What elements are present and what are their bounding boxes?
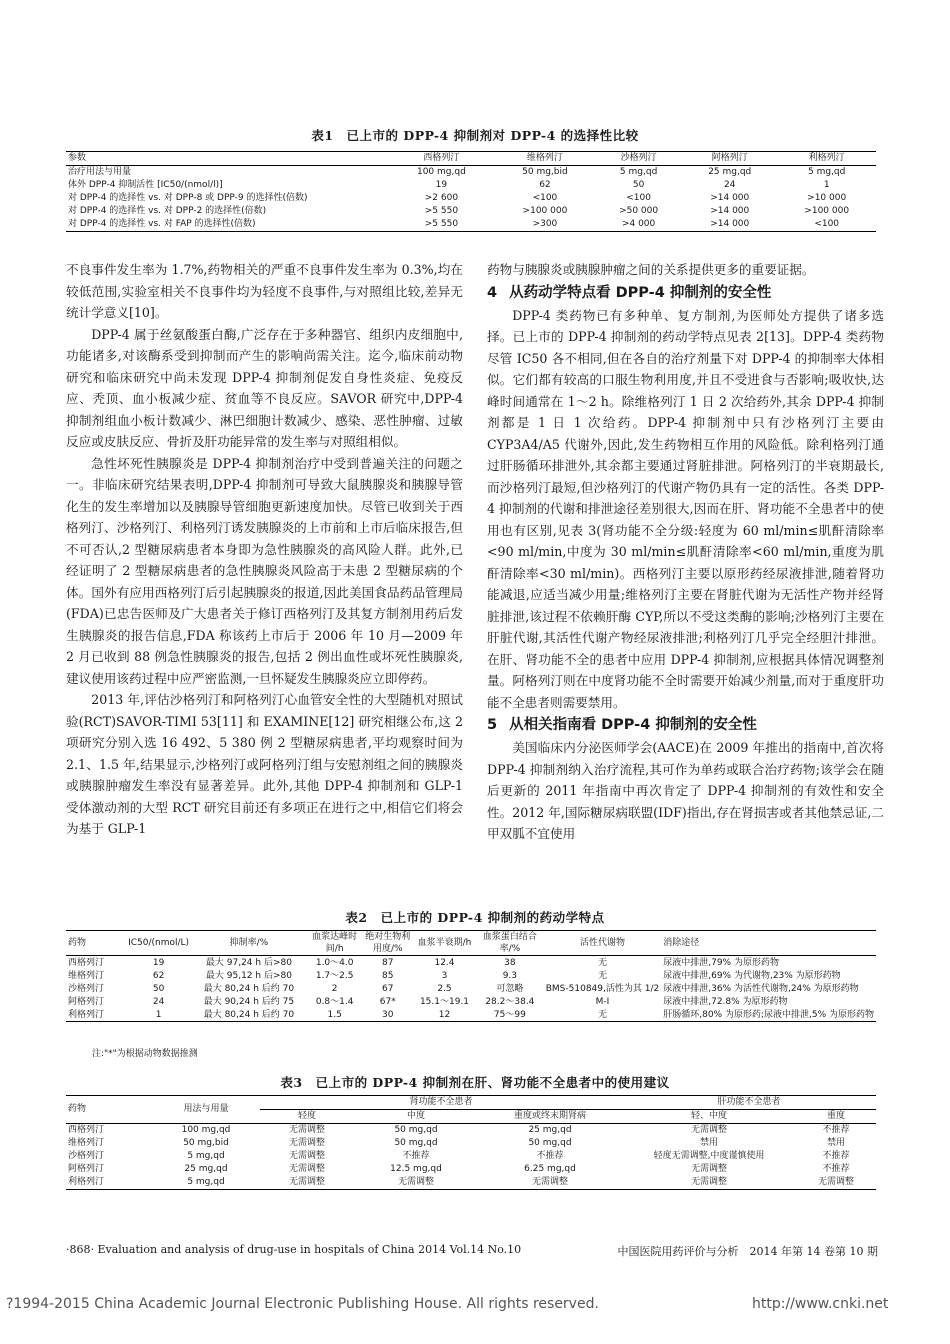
table-cell: 9.3: [502, 970, 518, 981]
table-cell: 尿液中排泄,79% 为原形药物: [663, 957, 779, 968]
table-cell: 无需调整: [531, 1177, 568, 1187]
table-row: [66, 1124, 876, 1138]
table-cell: 15.1～19.1: [419, 996, 470, 1007]
paragraph: 不良事件发生率为 1.7%,药物相关的严重不良事件发生率为 0.3%,均在较低范围,实验室相关不良事件均为轻度不良事件,与对照组比较,差异无统计学意义[10]。: [66, 262, 463, 320]
table-cell: 5 mg,qd: [808, 167, 846, 177]
table2-header: 血浆达峰时间/h: [312, 932, 358, 954]
table-cell: 12: [438, 1009, 451, 1020]
table-cell: 19: [152, 957, 165, 968]
table3-header: 用法与用量: [183, 1104, 229, 1114]
table-cell: 不推荐: [822, 1151, 850, 1161]
table-cell: 25 mg,qd: [184, 1164, 228, 1174]
table-cell: >2 600: [424, 193, 459, 203]
section-heading-5: [487, 713, 884, 737]
table3-header: 肾功能不全患者: [260, 1096, 622, 1110]
table-cell: 50 mg,qd: [394, 1138, 438, 1148]
table-cell: 3: [441, 970, 448, 981]
table-cell: 62: [539, 180, 551, 190]
table3-subheader: 轻度: [297, 1111, 316, 1121]
table-cell: 无需调整: [288, 1151, 325, 1161]
table-cell: 尿液中排泄,36% 为活性代谢物,24% 为原形药物: [663, 983, 859, 994]
table-row: [66, 982, 876, 995]
table-cell: 西格列汀: [68, 957, 105, 968]
table-cell: 25 mg,qd: [708, 167, 752, 177]
table-cell: 1: [823, 180, 830, 190]
table-cell: 28.2～38.4: [485, 996, 535, 1007]
table-cell: 最大 95,12 h 后>80: [205, 970, 292, 981]
copyright-text: ?1994-2015 China Academic Journal Electronic Publishing House. All rights reserved.: [6, 1296, 599, 1312]
table2-header: 抑制率/%: [229, 938, 269, 948]
paragraph: 美国临床内分泌医师学会(AACE)在 2009 年推出的指南中,首次将 DPP-4 抑制剂纳入治疗流程,其可作为单药或联合治疗药物;该学会在随后更新的 2011 年指南中再次肯定了 DPP-4 抑制剂的有效性和安全性。2012 年,国际糖尿病联盟(IDF)指出,存在肾损害或者其他禁忌证,二甲双胍不宜使用: [487, 740, 884, 841]
table3-header: 肝功能不全患者: [622, 1096, 876, 1110]
table-cell: 5 mg,qd: [187, 1177, 225, 1187]
table-row: [66, 179, 876, 192]
table3-subheader: 中度: [406, 1111, 425, 1121]
table3: [66, 1095, 876, 1190]
table-cell: 无需调整: [690, 1164, 727, 1174]
table-cell: 50 mg,qd: [394, 1125, 438, 1135]
table-cell: 沙格列汀: [68, 983, 105, 994]
table2-header: 活性代谢物: [579, 938, 625, 948]
table2-header-row: [66, 931, 876, 956]
table-cell: 肝肠循环,80% 为原形药;尿液中排泄,5% 为原形药物: [663, 1009, 874, 1020]
table-cell: 0.8～1.4: [315, 996, 354, 1007]
table-cell: 无需调整: [288, 1164, 325, 1174]
table2-header: 血浆半衰期/h: [417, 938, 472, 948]
table-cell: 50: [632, 180, 645, 190]
table-cell: 利格列汀: [68, 1009, 105, 1020]
section-number: 5: [487, 717, 498, 733]
table-cell: 维格列汀: [68, 1138, 105, 1148]
table2-header: IC50/(nmol/L): [128, 938, 190, 948]
table2-caption: 表2 已上市的 DPP-4 抑制剂的药动学特点: [345, 910, 605, 925]
table1-header: 沙格列汀: [620, 153, 657, 163]
table-cell: >50 000: [619, 206, 659, 216]
table-cell: 利格列汀: [68, 1177, 105, 1187]
table-cell: 无需调整: [397, 1177, 434, 1187]
table-cell: 无: [597, 970, 607, 981]
table-cell: 西格列汀: [68, 1125, 105, 1135]
table-cell: 5 mg,qd: [619, 167, 658, 177]
table-row: [66, 192, 876, 205]
paragraph: DPP-4 属于丝氨酸蛋白酶,广泛存在于多种器官、组织内皮细胞中,功能诸多,对该酶系受到抑制而产生的影响尚需关注。迄今,临床前动物研究和临床研究中尚未发现 DPP-4 抑制剂促发自身性炎症、免疫反应、秃顶、血小板减少症、贫血等不良反应。SAVOR 研究中,DPP-4 抑制剂组血小板计数减少、淋巴细胞计数减少、感染、恶性肿瘤、过敏反应或皮肤反应、骨折及肝功能异常的发生率与对照组相似。: [66, 326, 463, 449]
table-cell: 阿格列汀: [68, 1164, 105, 1174]
table-cell: 不推荐: [822, 1164, 850, 1174]
paragraph: 2013 年,评估沙格列汀和阿格列汀心血管安全性的大型随机对照试验(RCT)SAVOR-TIMI 53[11] 和 EXAMINE[12] 研究相继公布,这 2 项研究分别入选 16 492、5 380 例 2 型糖尿病患者,平均观察时间为 2.1、1.5 年,结果显示,沙格列汀或阿格列汀组与安慰剂组之间的胰腺炎或胰腺肿瘤发生率没有显著差异。此外,其他 DPP-4 抑制剂和 GLP-1 受体激动剂的大型 RCT 研究目前还有多项正在进行之中,相信它们将会为基于 GLP-1: [66, 692, 463, 836]
table-cell: 无: [597, 957, 607, 968]
table-cell: 对 DPP-4 的选择性 vs. 对 FAP 的选择性(倍数): [68, 219, 256, 229]
table1-caption: 表1 已上市的 DPP-4 抑制剂对 DPP-4 的选择性比较: [311, 128, 639, 143]
table-cell: 100 mg,qd: [181, 1125, 231, 1135]
table-row: [66, 1176, 876, 1190]
table-cell: 最大 97,24 h 后>80: [205, 957, 292, 968]
table-cell: 无需调整: [817, 1177, 854, 1187]
table-cell: >14 000: [710, 206, 750, 216]
table-cell: 30: [382, 1009, 394, 1020]
table-cell: 87: [382, 957, 394, 968]
table-cell: 25 mg,qd: [528, 1125, 572, 1135]
table-cell: 无: [597, 1009, 607, 1020]
table-cell: 禁用: [699, 1138, 718, 1148]
table-cell: >10 000: [807, 193, 847, 203]
table-row: [66, 1008, 876, 1022]
table3-header: 药物: [68, 1104, 87, 1114]
table-cell: M-I: [595, 996, 610, 1007]
table-cell: >5 550: [424, 219, 459, 229]
table-cell: >100 000: [804, 206, 850, 216]
table1-header: 阿格列汀: [711, 153, 748, 163]
table-cell: 最大 80,24 h 后约 70: [203, 983, 295, 994]
table-row: [66, 205, 876, 218]
table1: [66, 151, 876, 232]
table3-header-row: [66, 1096, 876, 1110]
table-cell: 1.7～2.5: [315, 970, 354, 981]
table-cell: 62: [152, 970, 165, 981]
table-cell: 无需调整: [288, 1125, 325, 1135]
table-cell: 轻度无需调整,中度谨慎使用: [653, 1151, 765, 1161]
table-cell: 67: [382, 983, 394, 994]
table-cell: <100: [814, 219, 840, 229]
right-column: [487, 259, 884, 845]
section-title: 从药动学特点看 DPP-4 抑制剂的安全性: [509, 284, 772, 301]
table-cell: 19: [435, 180, 448, 190]
table-cell: >14 000: [710, 219, 750, 229]
table3-subheader: 重度或终末期肾病: [513, 1111, 586, 1121]
table-cell: 75～99: [493, 1009, 526, 1020]
table2-header: 绝对生物利用度/%: [365, 932, 411, 954]
table-cell: >100 000: [522, 206, 568, 216]
table-cell: 无需调整: [690, 1177, 727, 1187]
table-cell: 5 mg,qd: [187, 1151, 225, 1161]
table-cell: 不推荐: [822, 1125, 850, 1135]
table-cell: 85: [382, 970, 394, 981]
table-cell: >14 000: [710, 193, 750, 203]
table-cell: 50 mg,qd: [528, 1138, 572, 1148]
table-cell: 1.5: [327, 1009, 342, 1020]
left-column: [66, 259, 463, 840]
table3-caption: 表3 已上市的 DPP-4 抑制剂在肝、肾功能不全患者中的使用建议: [280, 1075, 670, 1090]
table-row: [66, 956, 876, 970]
table-row: [66, 1163, 876, 1176]
page-footer-left: ·868· Evaluation and analysis of drug-use in hospitals of China 2014 Vol.14 No.10: [66, 1243, 522, 1256]
table-cell: 不推荐: [402, 1151, 430, 1161]
paragraph: 急性坏死性胰腺炎是 DPP-4 抑制剂治疗中受到普遍关注的问题之一。非临床研究结果表明,DPP-4 抑制剂可导致大鼠胰腺炎和胰腺导管化生的发生率增加以及胰腺导管细胞更新速度加快。尽管已收到关于西格列汀、沙格列汀、利格列汀诱发胰腺炎的上市前和上市后临床报告,但不可否认,2 型糖尿病患者本身即为急性胰腺炎的高风险人群。此外,已经证明了 2 型糖尿病患者的急性胰腺炎风险高于未患 2 型糖尿病的个体。国外有应用西格列汀后引起胰腺炎的报道,因此美国食品药品管理局(FDA)已忠告医师及广大患者关于修订西格列汀及其复方制剂用药后发生胰腺炎的报告信息,FDA 称该药上市后于 2006 年 10 月—2009 年 2 月已收到 88 例急性胰腺炎的报告,包括 2 例出血性或坏死性胰腺炎,建议使用该药过程中应严密监测,一旦怀疑发生胰腺炎应立即停药。: [66, 455, 463, 686]
table-cell: 无需调整: [690, 1125, 727, 1135]
table-cell: 50: [152, 983, 165, 994]
table-cell: 可忽略: [496, 983, 524, 994]
table-row: [66, 1137, 876, 1150]
table-cell: 尿液中排泄,69% 为代谢物,23% 为原形药物: [663, 970, 841, 981]
table-cell: 不推荐: [536, 1151, 564, 1161]
table1-header: 参数: [68, 153, 87, 163]
table-row: [66, 166, 876, 180]
table-cell: 维格列汀: [68, 970, 105, 981]
table1-header: 西格列汀: [423, 153, 460, 163]
table2-header: 药物: [68, 938, 87, 948]
table-cell: 禁用: [826, 1138, 845, 1148]
table-cell: 对 DPP-4 的选择性 vs. 对 DPP-8 或 DPP-9 的选择性(倍数): [68, 193, 308, 203]
table-row: [66, 995, 876, 1008]
table-cell: 无需调整: [288, 1177, 325, 1187]
table-cell: 38: [504, 957, 516, 968]
table-cell: 尿液中排泄,72.8% 为原形药物: [663, 996, 788, 1007]
table-cell: 67*: [379, 996, 396, 1007]
table-cell: 6.25 mg,qd: [524, 1164, 576, 1174]
table-cell: 阿格列汀: [68, 996, 105, 1007]
table-cell: 50 mg,bid: [522, 167, 568, 177]
table-cell: 对 DPP-4 的选择性 vs. 对 DPP-2 的选择性(倍数): [68, 206, 267, 216]
table-cell: >5 550: [424, 206, 459, 216]
table-cell: 12.5 mg,qd: [390, 1164, 442, 1174]
table-cell: 无需调整: [288, 1138, 325, 1148]
table2-note: 注:"*"为根据动物数据推测: [92, 1049, 198, 1059]
table-cell: 2.5: [437, 983, 452, 994]
table-row: [66, 969, 876, 982]
table2: [66, 930, 876, 1022]
table-cell: 治疗用法与用量: [68, 167, 132, 177]
table-cell: 50 mg,bid: [183, 1138, 229, 1148]
table2-header: 消除途径: [663, 938, 700, 948]
table-cell: <100: [626, 193, 651, 203]
section-title: 从相关指南看 DPP-4 抑制剂的安全性: [509, 717, 757, 733]
table-cell: 最大 90,24 h 后约 75: [203, 996, 295, 1007]
table-cell: BMS-510849,活性为其 1/2: [545, 983, 660, 994]
table1-header-row: [66, 152, 876, 166]
table-row: [66, 1150, 876, 1163]
table-cell: 体外 DPP-4 抑制活性 [IC50/(nmol/l)]: [68, 180, 223, 190]
table-cell: <100: [532, 193, 558, 203]
table-cell: 100 mg,qd: [416, 167, 466, 177]
table-cell: 最大 80,24 h 后约 70: [203, 1009, 295, 1020]
table-cell: >300: [532, 219, 558, 229]
section-number: 4: [487, 284, 498, 301]
table-cell: 12.4: [434, 957, 455, 968]
table3-subheader: 轻、中度: [690, 1111, 727, 1121]
table-cell: 1.0～4.0: [315, 957, 354, 968]
paragraph: DPP-4 类药物已有多种单、复方制剂,为医师处方提供了诸多选择。已上市的 DPP-4 抑制剂的药动学特点见表 2[13]。DPP-4 类药物尽管 IC50 各不相同,但在各自的治疗剂量下对 DPP-4 的抑制率大体相似。它们都有较高的口服生物利用度,并且不受进食与否影响;吸收快,达峰时间通常在 1～2 h。除维格列汀 1 日 2 次给药外,其余 DPP-4 抑制剂都是 1 日 1 次给药。DPP-4 抑制剂中只有沙格列汀主要由 CYP3A4/A5 代谢外,因此,发生药物相互作用的风险低。除利格列汀通过肝肠循环排泄外,其余都主要通过肾脏排泄。阿格列汀的半衰期最长,而沙格列汀最短,但沙格列汀的代谢产物仍具有一定的活性。各类 DPP-4 抑制剂的代谢和排泄途径差别很大,因而在肝、肾功能不全患者中的使用也有区别,见表 3(肾功能不全分级:轻度为 60 ml/min≤肌酐清除率<90 ml/min,中度为 30 ml/min≤肌酐清除率<60 ml/min,重度为肌酐清除率<30 ml/min)。西格列汀主要以原形药经尿液排泄,随着肾功能减退,应适当减少用量;维格列汀主要在肾脏代谢为无活性产物并经肾脏排泄,该过程不依赖肝酶 CYP,所以不受这类酶的影响;沙格列汀主要在肝脏代谢,其活性代谢产物经尿液排泄;利格列汀几乎完全经胆汁排泄。在肝、肾功能不全的患者中应用 DPP-4 抑制剂,应根据具体情况调整剂量。阿格列汀则在中度肾功能不全时需要开始减少剂量,而对于重度肝功能不全患者则需要禁用。: [487, 307, 884, 710]
table-cell: 沙格列汀: [68, 1151, 105, 1161]
page-footer-right: 中国医院用药评价与分析 2014 年第 14 卷第 10 期: [617, 1245, 878, 1258]
table-cell: 2: [331, 983, 338, 994]
table-cell: 24: [724, 180, 736, 190]
paragraph: 药物与胰腺炎或胰腺肿瘤之间的关系提供更多的重要证据。: [487, 262, 815, 277]
table-row: [66, 218, 876, 232]
table1-header: 维格列汀: [526, 153, 563, 163]
table-cell: 24: [152, 996, 165, 1007]
table1-header: 利格列汀: [808, 153, 845, 163]
table-cell: 1: [155, 1009, 162, 1020]
copyright-url: http://www.cnki.net: [752, 1296, 889, 1312]
table2-header: 血浆蛋白结合率/%: [482, 932, 537, 954]
table3-subheader: 重度: [826, 1111, 845, 1121]
section-heading-4: [487, 281, 884, 305]
table-cell: >4 000: [621, 219, 656, 229]
